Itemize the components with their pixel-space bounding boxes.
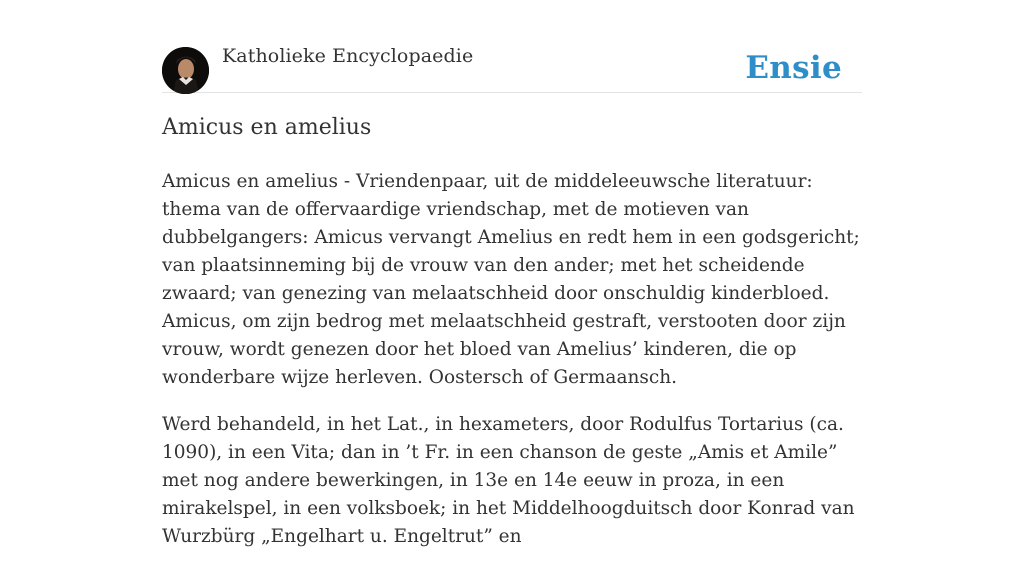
article-paragraph: Werd behandeld, in het Lat., in hexameters, door Rodulfus Tortarius (ca. 1090), in een Vita; dan in ’t Fr. in een chanson de geste „Amis et Amile” met nog andere bewerkingen, in 13e en 14e eeuw in proza, in een mirakelspel, in een volksboek; in het Middelhoogduitsch door Konrad van Wurzbürg „Engelhart u. Engeltrut” en — [162, 414, 855, 547]
source-name[interactable]: Katholieke Encyclopaedie — [222, 45, 474, 67]
portrait-avatar-icon[interactable] — [162, 47, 209, 94]
header — [162, 0, 862, 93]
article-paragraph: Amicus en amelius - Vriendenpaar, uit de middeleeuwsche literatuur: thema van de offervaardige vriendschap, met de motieven van dubbelgangers: Amicus vervangt Amelius en redt hem in een godsgericht; van plaatsinneming bij de vrouw van den ander; met het scheidende zwaard; van genezing van melaatschheid door onschuldig kinderbloed. Amicus, om zijn bedrog met melaatschheid gestraft, verstooten door zijn vrouw, wordt genezen door het bloed van Amelius’ kinderen, die op wonderbare wijze herleven. Oostersch of Germaansch. — [162, 171, 860, 388]
brand-logo[interactable]: Ensie — [745, 50, 842, 86]
article-body — [162, 168, 870, 570]
article-title: Amicus en amelius — [162, 115, 372, 140]
article-page — [162, 0, 862, 547]
